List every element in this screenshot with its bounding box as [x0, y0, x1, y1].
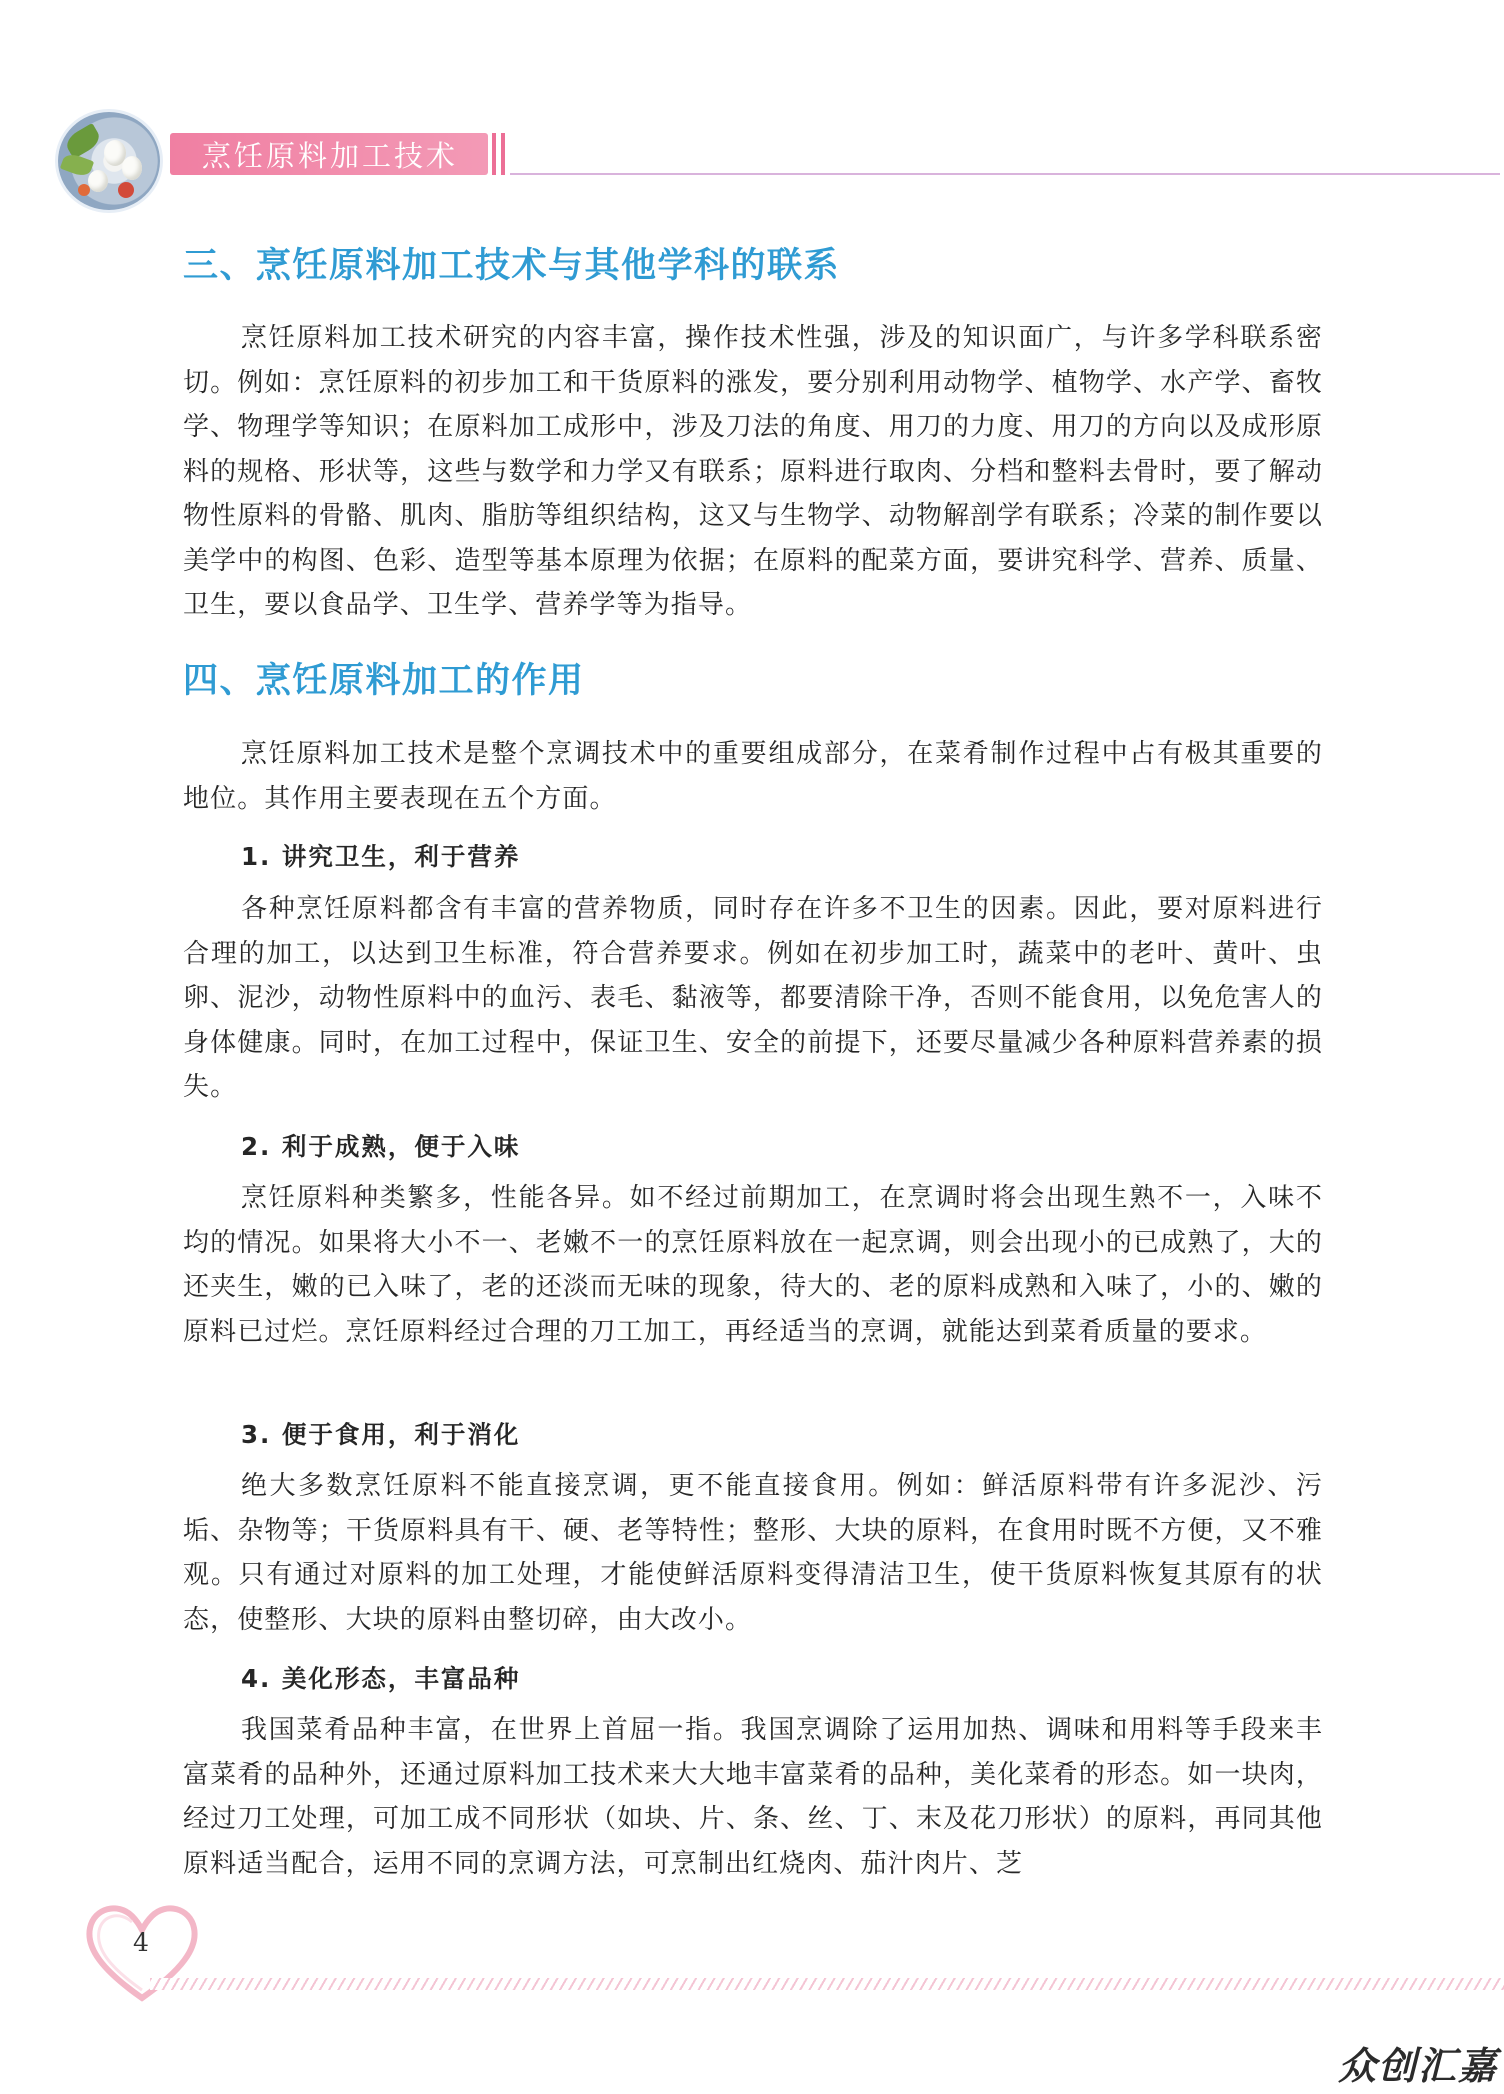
item-3-text: 绝大多数烹饪原料不能直接烹调，更不能直接食用。例如：鲜活原料带有许多泥沙、污垢、杂物等；干货原料具有干、硬、老等特性；整形、大块的原料，在食用时既不方便，又不雅观。只有通过对原料的加工处理，才能使鲜活原料变得清洁卫生，使干货原料恢复其原有的状态，使整形、大块的原料由整切碎，由大改小。	[183, 1471, 1323, 1635]
page-number: 4	[133, 1928, 149, 1957]
header-rule	[510, 173, 1500, 175]
item-2-title: 2. 利于成熟，便于入味	[241, 1132, 521, 1161]
section-4-heading: 四、烹饪原料加工的作用	[183, 660, 585, 701]
item-4-title: 4. 美化形态，丰富品种	[241, 1664, 521, 1693]
header-decor-bars	[490, 133, 510, 175]
item-1-title: 1. 讲究卫生，利于营养	[241, 842, 521, 871]
header-food-photo	[58, 112, 160, 210]
item-3-title: 3. 便于食用，利于消化	[241, 1420, 521, 1449]
section-4-intro: 烹饪原料加工技术是整个烹调技术中的重要组成部分，在菜肴制作过程中占有极其重要的地位。其作用主要表现在五个方面。	[183, 739, 1323, 814]
item-2-text: 烹饪原料种类繁多，性能各异。如不经过前期加工，在烹调时将会出现生熟不一，入味不均的情况。如果将大小不一、老嫩不一的烹饪原料放在一起烹调，则会出现小的已成熟了，大的还夹生，嫩的已入味了，老的还淡而无味的现象，待大的、老的原料成熟和入味了，小的、嫩的原料已过烂。烹饪原料经过合理的刀工加工，再经适当的烹调，就能达到菜肴质量的要求。	[183, 1183, 1323, 1347]
item-1-text: 各种烹饪原料都含有丰富的营养物质，同时存在许多不卫生的因素。因此，要对原料进行合理的加工，以达到卫生标准，符合营养要求。例如在初步加工时，蔬菜中的老叶、黄叶、虫卵、泥沙，动物性原料中的血污、表毛、黏液等，都要清除干净，否则不能食用，以免危害人的身体健康。同时，在加工过程中，保证卫生、安全的前提下，还要尽量减少各种原料营养素的损失。	[183, 894, 1323, 1102]
running-header	[170, 133, 488, 175]
item-4-text: 我国菜肴品种丰富，在世界上首屈一指。我国烹调除了运用加热、调味和用料等手段来丰富菜肴的品种外，还通过原料加工技术来大大地丰富菜肴的品种，美化菜肴的形态。如一块肉，经过刀工处理，可加工成不同形状（如块、片、条、丝、丁、末及花刀形状）的原料，再同其他原料适当配合，运用不同的烹调方法，可烹制出红烧肉、茄汁肉片、芝	[183, 1715, 1323, 1879]
watermark: 众创汇嘉	[1337, 2044, 1498, 2088]
section-3-paragraph: 烹饪原料加工技术研究的内容丰富，操作技术性强，涉及的知识面广，与许多学科联系密切。例如：烹饪原料的初步加工和干货原料的涨发，要分别利用动物学、植物学、水产学、畜牧学、物理学等知识；在原料加工成形中，涉及刀法的角度、用刀的力度、用刀的方向以及成形原料的规格、形状等，这些与数学和力学又有联系；原料进行取肉、分档和整料去骨时，要了解动物性原料的骨骼、肌肉、脂肪等组织结构，这又与生物学、动物解剖学有联系；冷菜的制作要以美学中的构图、色彩、造型等基本原理为依据；在原料的配菜方面，要讲究科学、营养、质量、卫生，要以食品学、卫生学、营养学等为指导。	[183, 323, 1323, 620]
running-header-title: 烹饪原料加工技术	[202, 138, 459, 173]
section-3-heading: 三、烹饪原料加工技术与其他学科的联系	[183, 245, 841, 286]
footer-stripe	[150, 1978, 1504, 1990]
